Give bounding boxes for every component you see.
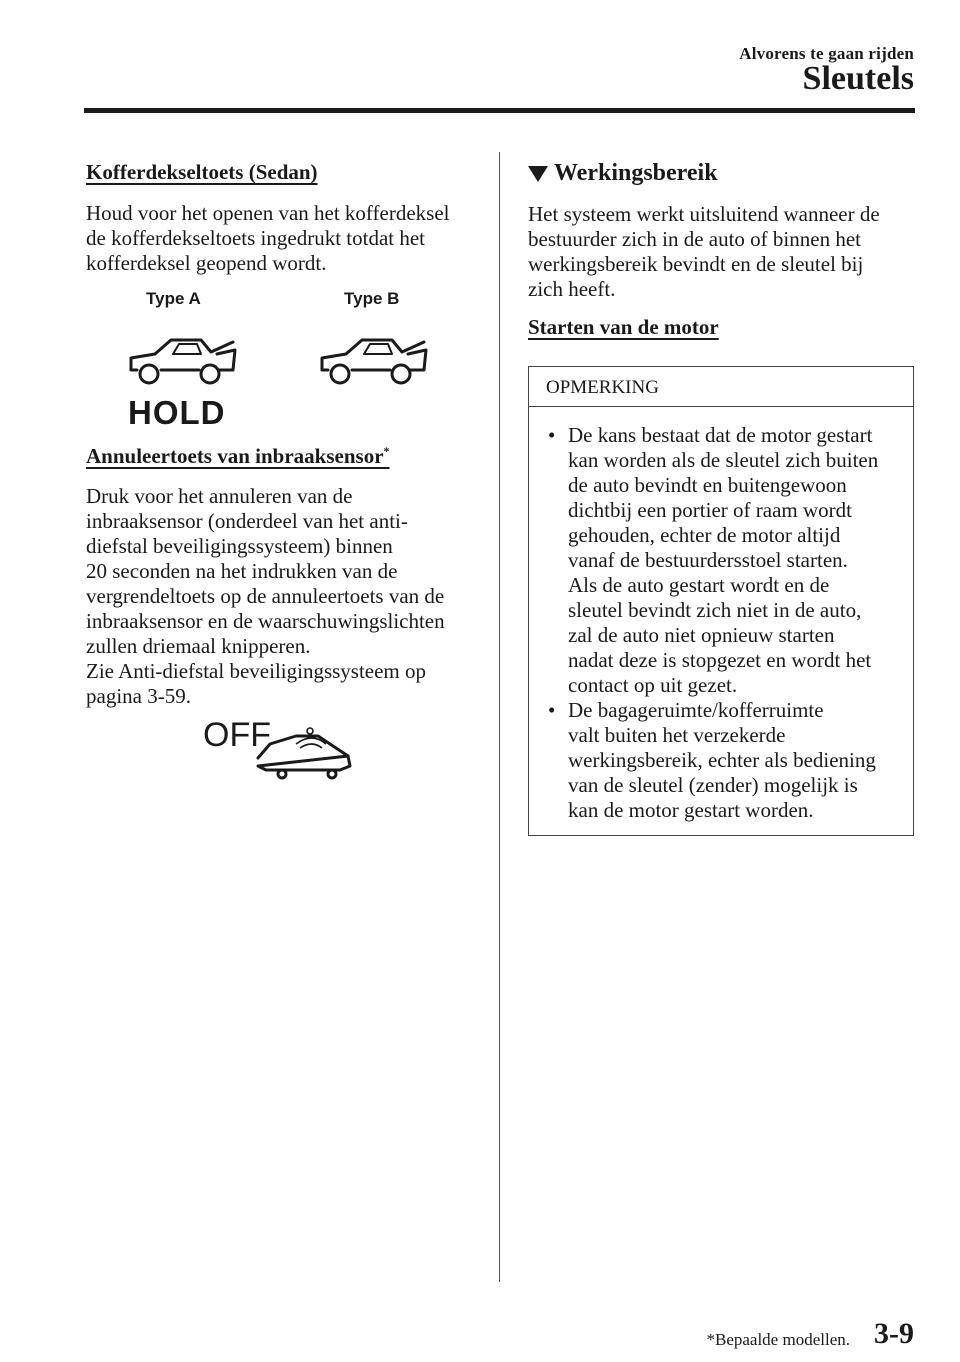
note-box — [528, 366, 914, 836]
off-label: OFF — [203, 716, 271, 754]
note-line: contact op uit gezet. — [568, 673, 738, 697]
alarm-line: zullen driemaal knipperen. — [86, 634, 311, 658]
note-line: kan de motor gestart worden. — [568, 798, 814, 822]
start-heading: Starten van de motor — [528, 315, 719, 339]
hold-label: HOLD — [128, 394, 226, 431]
note-title: OPMERKING — [529, 367, 913, 407]
range-paragraph — [528, 202, 880, 302]
note-line: dichtbij een portier of raam wordt — [568, 498, 852, 522]
note-list — [529, 407, 913, 823]
alarm-line: inbraaksensor (onderdeel van het anti- — [86, 509, 408, 533]
note-line: gehouden, echter de motor altijd — [568, 523, 841, 547]
note-line: sleutel bevindt zich niet in de auto, — [568, 598, 862, 622]
range-line: bestuurder zich in de auto of binnen het — [528, 227, 861, 251]
alarm-line: 20 seconden na het indrukken van de — [86, 559, 398, 583]
triangle-down-icon — [528, 166, 548, 182]
header-section: Alvorens te gaan rijden — [739, 44, 914, 63]
trunk-line: Houd voor het openen van het kofferdeksel — [86, 201, 450, 225]
alarm-line: diefstal beveiligingssysteem) binnen — [86, 534, 393, 558]
note-line: De bagageruimte/kofferruimte — [568, 698, 824, 722]
note-line: nadat deze is stopgezet en wordt het — [568, 648, 872, 672]
alarm-footnote-mark: * — [383, 444, 390, 458]
trunk-button-a-icon — [125, 330, 240, 388]
intrusion-sensor-icon — [252, 722, 356, 780]
type-b-label: Type B — [344, 289, 400, 308]
range-line: zich heeft. — [528, 277, 616, 301]
note-line: werkingsbereik, echter als bediening — [568, 748, 876, 772]
alarm-line: vergrendeltoets op de annuleertoets van de — [86, 584, 445, 608]
note-line: vanaf de bestuurdersstoel starten. — [568, 548, 848, 572]
range-line: Het systeem werkt uitsluitend wanneer de — [528, 202, 880, 226]
trunk-paragraph — [86, 201, 450, 276]
trunk-button-b-icon — [316, 330, 431, 388]
trunk-line: kofferdeksel geopend wordt. — [86, 251, 327, 275]
page-number: 3-9 — [874, 1317, 914, 1350]
alarm-heading — [86, 444, 390, 469]
note-line: De kans bestaat dat de motor gestart — [568, 423, 873, 447]
note-line: zal de auto niet opnieuw starten — [568, 623, 835, 647]
note-line: kan worden als de sleutel zich buiten — [568, 448, 879, 472]
range-heading-text: Werkingsbereik — [554, 160, 718, 186]
alarm-line: inbraaksensor en de waarschuwingslichten — [86, 609, 445, 633]
bullet-icon: • — [548, 698, 556, 722]
trunk-line: de kofferdekseltoets ingedrukt totdat het — [86, 226, 426, 250]
range-line: werkingsbereik bevindt en de sleutel bij — [528, 252, 864, 276]
note-line: Als de auto gestart wordt en de — [568, 573, 830, 597]
footnote: *Bepaalde modellen. — [706, 1330, 850, 1349]
note-line: van de sleutel (zender) mogelijk is — [568, 773, 858, 797]
header-rule — [84, 108, 915, 113]
alarm-line: pagina 3-59. — [86, 684, 191, 708]
bullet-icon: • — [548, 423, 556, 447]
type-a-label: Type A — [146, 289, 201, 308]
note-item — [546, 698, 903, 823]
note-line: de auto bevindt en buitengewoon — [568, 473, 847, 497]
alarm-paragraph — [86, 484, 445, 709]
trunk-heading: Kofferdekseltoets (Sedan) — [86, 160, 318, 184]
column-divider — [499, 152, 500, 1282]
alarm-line: Druk voor het annuleren van de — [86, 484, 353, 508]
alarm-heading-text: Annuleertoets van inbraaksensor — [86, 444, 384, 468]
note-item — [546, 423, 903, 698]
alarm-line: Zie Anti-diefstal beveiligingssysteem op — [86, 659, 427, 683]
range-heading — [528, 160, 718, 187]
page-title: Sleutels — [802, 60, 914, 97]
note-line: valt buiten het verzekerde — [568, 723, 786, 747]
